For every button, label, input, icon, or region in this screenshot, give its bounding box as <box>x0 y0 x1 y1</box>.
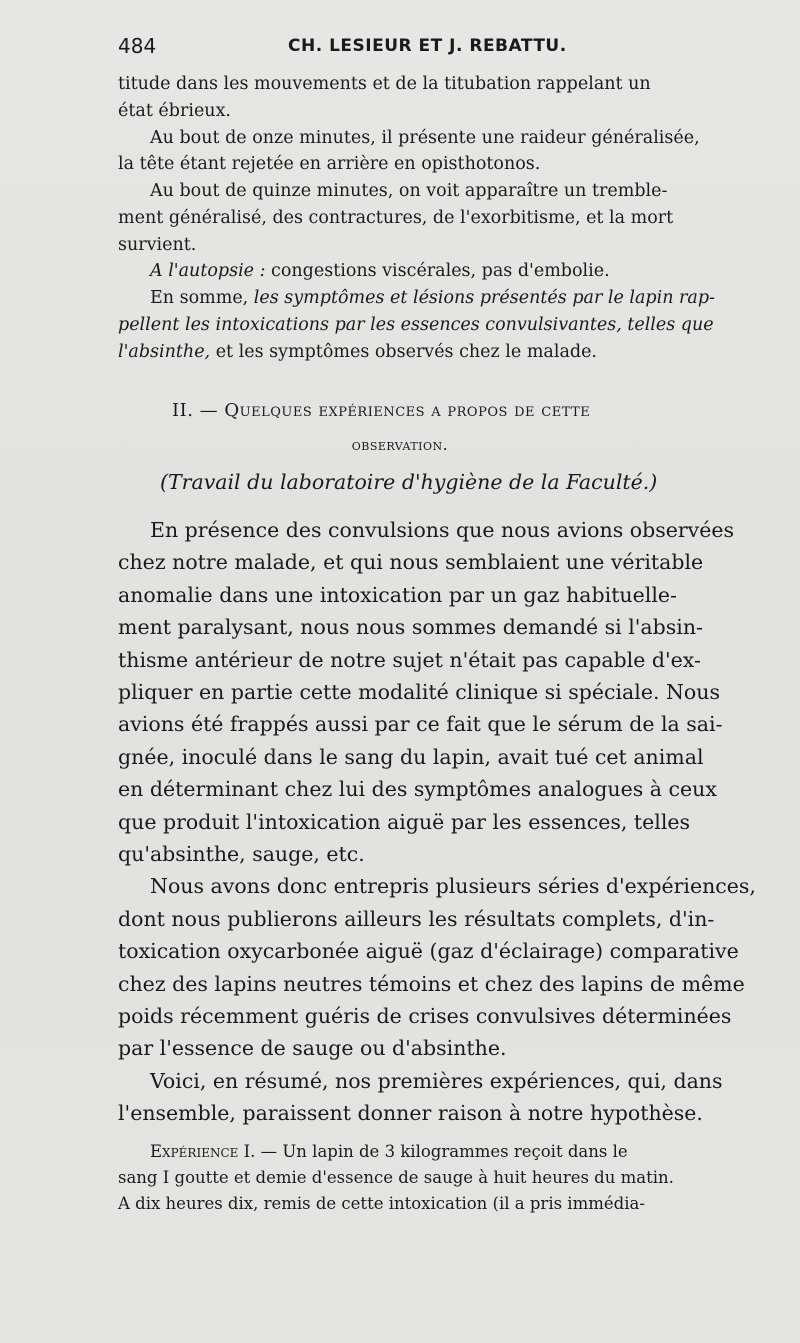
running-head: CH. LESIEUR ET J. REBATTU. <box>288 36 567 56</box>
text-line: chez des lapins neutres témoins et chez des lapins de même <box>118 972 745 996</box>
section-title: II. — Quelques expériences a propos de cette <box>172 400 591 421</box>
experiment-label: Expérience I. <box>150 1142 256 1161</box>
text-line: gnée, inoculé dans le sang du lapin, avait tué cet animal <box>118 745 704 769</box>
text-line: par l'essence de sauge ou d'absinthe. <box>118 1036 507 1060</box>
text-line: poids récemment guéris de crises convulsives déterminées <box>118 1004 732 1028</box>
summary-line-1 <box>150 288 715 308</box>
text-line: la tête étant rejetée en arrière en opisthotonos. <box>118 154 541 174</box>
summary-italic: l'absinthe, <box>118 342 211 362</box>
text-line: Au bout de quinze minutes, on voit apparaître un tremble- <box>150 181 668 201</box>
summary-line-3 <box>118 342 597 362</box>
experiment-line-3: A dix heures dix, remis de cette intoxication (il a pris immédia- <box>118 1194 645 1213</box>
text-line: qu'absinthe, sauge, etc. <box>118 842 365 866</box>
text-line: ment paralysant, nous nous sommes demandé si l'absin- <box>118 615 703 639</box>
experiment-text: — Un lapin de 3 kilogrammes reçoit dans le <box>255 1142 628 1161</box>
text-line: En présence des convulsions que nous avions observées <box>150 518 735 542</box>
experiment-line-2: sang I goutte et demie d'essence de sauge à huit heures du matin. <box>118 1168 674 1187</box>
text-line: que produit l'intoxication aiguë par les essences, telles <box>118 810 691 834</box>
text-line: l'ensemble, paraissent donner raison à notre hypothèse. <box>118 1101 703 1125</box>
text-line: en déterminant chez lui des symptômes analogues à ceux <box>118 777 717 801</box>
text-line: survient. <box>118 235 197 255</box>
text-line: chez notre malade, et qui nous semblaient une véritable <box>118 550 704 574</box>
summary-line-2 <box>118 315 714 335</box>
text-line: dont nous publierons ailleurs les résultats complets, d'in- <box>118 907 715 931</box>
section-subtitle: (Travail du laboratoire d'hygiène de la Faculté.) <box>160 470 658 494</box>
text-line: ment généralisé, des contractures, de l'exorbitisme, et la mort <box>118 208 674 228</box>
summary-italic: les symptômes et lésions présentés par le lapin rap- <box>253 288 715 308</box>
autopsy-text: congestions viscérales, pas d'embolie. <box>265 261 610 281</box>
page-header <box>118 30 760 70</box>
autopsy-label: A l'autopsie : <box>150 261 266 281</box>
summary-text: et les symptômes observés chez le malade. <box>210 342 597 362</box>
text-line: thisme antérieur de notre sujet n'était pas capable d'ex- <box>118 648 701 672</box>
text-line: pliquer en partie cette modalité clinique si spéciale. Nous <box>118 680 720 704</box>
section-title-2: observation. <box>351 435 449 454</box>
experiment-line-1 <box>150 1142 628 1161</box>
autopsy-line <box>150 261 610 281</box>
text-line: toxication oxycarbonée aiguë (gaz d'éclairage) comparative <box>118 939 739 963</box>
text-line: Au bout de onze minutes, il présente une raideur généralisée, <box>150 128 700 148</box>
text-line: avions été frappés aussi par ce fait que le sérum de la sai- <box>118 712 723 736</box>
text-line: Voici, en résumé, nos premières expériences, qui, dans <box>150 1069 723 1093</box>
text-line: anomalie dans une intoxication par un gaz habituelle- <box>118 583 677 607</box>
text-line: Nous avons donc entrepris plusieurs séries d'expériences, <box>150 874 756 898</box>
text-line: état ébrieux. <box>118 101 231 121</box>
summary-text: En somme, <box>150 288 254 308</box>
summary-italic: pellent les intoxications par les essences convulsivantes, telles que <box>118 315 714 335</box>
page-number: 484 <box>118 34 157 58</box>
text-line: titude dans les mouvements et de la titubation rappelant un <box>118 74 651 94</box>
